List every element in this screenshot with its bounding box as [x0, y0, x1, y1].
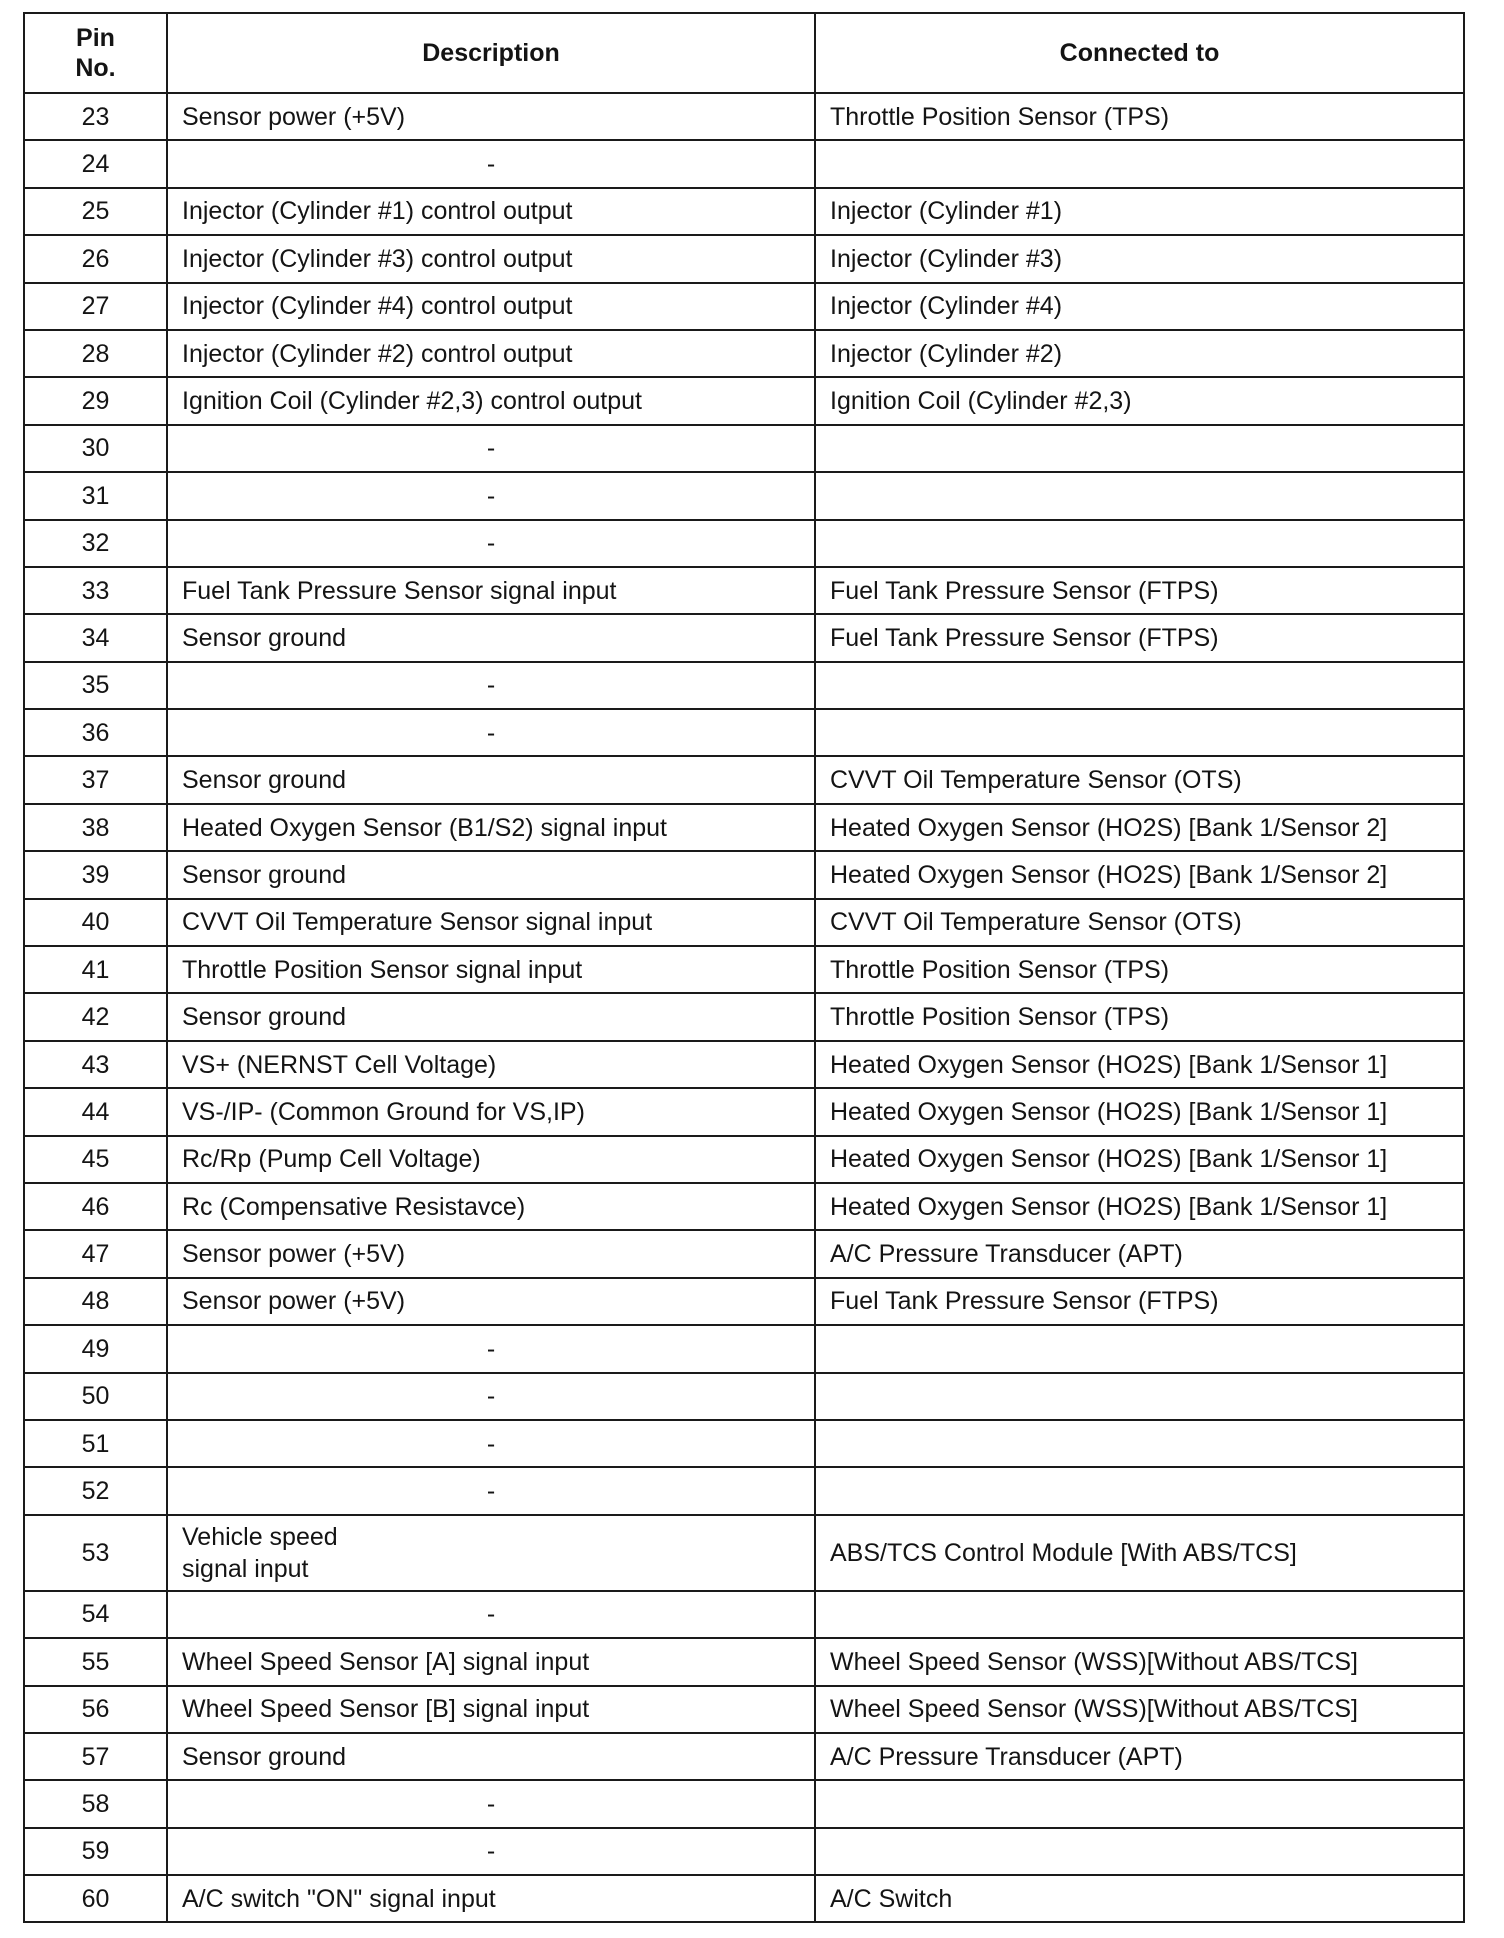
connected-to-cell: Injector (Cylinder #3)	[815, 235, 1464, 282]
connected-to-cell: A/C Pressure Transducer (APT)	[815, 1230, 1464, 1277]
table-row	[24, 946, 1464, 993]
connected-to-cell: A/C Switch	[815, 1875, 1464, 1922]
pin-number-cell: 34	[24, 614, 167, 661]
table-row	[24, 662, 1464, 709]
connected-to-cell: Wheel Speed Sensor (WSS)[Without ABS/TCS]	[815, 1686, 1464, 1733]
connected-to-cell: Throttle Position Sensor (TPS)	[815, 946, 1464, 993]
description-cell: -	[167, 520, 815, 567]
pin-number-cell: 23	[24, 93, 167, 140]
pin-number-cell: 40	[24, 899, 167, 946]
pin-number-cell: 49	[24, 1325, 167, 1372]
connected-to-cell: Injector (Cylinder #1)	[815, 188, 1464, 235]
table-row	[24, 1373, 1464, 1420]
connected-to-cell	[815, 709, 1464, 756]
table-row	[24, 1686, 1464, 1733]
table-row	[24, 709, 1464, 756]
description-cell: Sensor power (+5V)	[167, 93, 815, 140]
connected-to-cell: Injector (Cylinder #2)	[815, 330, 1464, 377]
table-header	[24, 13, 1464, 93]
pin-number-cell: 45	[24, 1136, 167, 1183]
table-row	[24, 1875, 1464, 1922]
description-cell: -	[167, 1467, 815, 1514]
connected-to-cell	[815, 1591, 1464, 1638]
connected-to-cell: CVVT Oil Temperature Sensor (OTS)	[815, 899, 1464, 946]
header-row	[24, 13, 1464, 93]
pin-number-cell: 58	[24, 1780, 167, 1827]
header-pin-no-label: Pin No.	[75, 24, 116, 82]
table-row	[24, 425, 1464, 472]
description-cell: A/C switch "ON" signal input	[167, 1875, 815, 1922]
pin-number-cell: 42	[24, 993, 167, 1040]
description-cell: Injector (Cylinder #3) control output	[167, 235, 815, 282]
connected-to-cell: A/C Pressure Transducer (APT)	[815, 1733, 1464, 1780]
connected-to-cell	[815, 1828, 1464, 1875]
pin-number-cell: 35	[24, 662, 167, 709]
pin-number-cell: 27	[24, 283, 167, 330]
pin-number-cell: 25	[24, 188, 167, 235]
table-row	[24, 93, 1464, 140]
pin-number-cell: 44	[24, 1088, 167, 1135]
table-row	[24, 1780, 1464, 1827]
description-cell: Ignition Coil (Cylinder #2,3) control output	[167, 377, 815, 424]
description-cell: -	[167, 140, 815, 187]
description-cell: -	[167, 662, 815, 709]
pin-number-cell: 38	[24, 804, 167, 851]
table-row	[24, 1041, 1464, 1088]
description-cell: Sensor ground	[167, 756, 815, 803]
connected-to-cell	[815, 472, 1464, 519]
description-cell: Injector (Cylinder #4) control output	[167, 283, 815, 330]
pin-number-cell: 57	[24, 1733, 167, 1780]
pin-number-cell: 55	[24, 1638, 167, 1685]
pin-number-cell: 36	[24, 709, 167, 756]
table-row	[24, 1183, 1464, 1230]
header-pin-no	[24, 13, 167, 93]
connected-to-cell	[815, 1325, 1464, 1372]
pin-number-cell: 30	[24, 425, 167, 472]
pin-number-cell: 59	[24, 1828, 167, 1875]
connected-to-cell	[815, 1467, 1464, 1514]
description-cell: VS+ (NERNST Cell Voltage)	[167, 1041, 815, 1088]
description-cell: Wheel Speed Sensor [A] signal input	[167, 1638, 815, 1685]
connected-to-cell: Heated Oxygen Sensor (HO2S) [Bank 1/Sensor 1]	[815, 1041, 1464, 1088]
header-connected-to: Connected to	[815, 13, 1464, 93]
table-row	[24, 1591, 1464, 1638]
table-row	[24, 1088, 1464, 1135]
table-row	[24, 567, 1464, 614]
pin-number-cell: 47	[24, 1230, 167, 1277]
table-row	[24, 1828, 1464, 1875]
pin-number-cell: 52	[24, 1467, 167, 1514]
pin-number-cell: 26	[24, 235, 167, 282]
pin-number-cell: 37	[24, 756, 167, 803]
connected-to-cell	[815, 662, 1464, 709]
table-row	[24, 1278, 1464, 1325]
description-cell: -	[167, 1828, 815, 1875]
pin-number-cell: 46	[24, 1183, 167, 1230]
table-row	[24, 899, 1464, 946]
table-row	[24, 1325, 1464, 1372]
description-cell: Fuel Tank Pressure Sensor signal input	[167, 567, 815, 614]
description-cell: -	[167, 1420, 815, 1467]
description-cell: Sensor ground	[167, 614, 815, 661]
table-row	[24, 756, 1464, 803]
description-cell: Injector (Cylinder #1) control output	[167, 188, 815, 235]
pin-number-cell: 33	[24, 567, 167, 614]
description-cell: Sensor power (+5V)	[167, 1278, 815, 1325]
connected-to-cell: Wheel Speed Sensor (WSS)[Without ABS/TCS]	[815, 1638, 1464, 1685]
table-row	[24, 804, 1464, 851]
description-cell: -	[167, 1780, 815, 1827]
pin-number-cell: 31	[24, 472, 167, 519]
pin-number-cell: 56	[24, 1686, 167, 1733]
table-row	[24, 472, 1464, 519]
description-cell: -	[167, 709, 815, 756]
table-row	[24, 140, 1464, 187]
description-cell: Sensor power (+5V)	[167, 1230, 815, 1277]
table-row	[24, 1420, 1464, 1467]
pin-number-cell: 50	[24, 1373, 167, 1420]
description-cell: -	[167, 425, 815, 472]
description-cell: Sensor ground	[167, 993, 815, 1040]
description-cell: Throttle Position Sensor signal input	[167, 946, 815, 993]
description-cell: CVVT Oil Temperature Sensor signal input	[167, 899, 815, 946]
table-row	[24, 330, 1464, 377]
pin-assignment-table	[23, 12, 1465, 1923]
table-row	[24, 614, 1464, 661]
connected-to-cell: Fuel Tank Pressure Sensor (FTPS)	[815, 614, 1464, 661]
table-row	[24, 1638, 1464, 1685]
connected-to-cell: ABS/TCS Control Module [With ABS/TCS]	[815, 1515, 1464, 1591]
connected-to-cell: Fuel Tank Pressure Sensor (FTPS)	[815, 567, 1464, 614]
table-row	[24, 188, 1464, 235]
pin-number-cell: 24	[24, 140, 167, 187]
table-row	[24, 1467, 1464, 1514]
table-row	[24, 851, 1464, 898]
connected-to-cell: Fuel Tank Pressure Sensor (FTPS)	[815, 1278, 1464, 1325]
connected-to-cell: Throttle Position Sensor (TPS)	[815, 93, 1464, 140]
description-cell: -	[167, 472, 815, 519]
description-cell: Injector (Cylinder #2) control output	[167, 330, 815, 377]
pin-number-cell: 53	[24, 1515, 167, 1591]
description-cell: Heated Oxygen Sensor (B1/S2) signal input	[167, 804, 815, 851]
connected-to-cell	[815, 425, 1464, 472]
pin-number-cell: 28	[24, 330, 167, 377]
table-row	[24, 1515, 1464, 1591]
description-cell: Sensor ground	[167, 851, 815, 898]
description-cell: Rc/Rp (Pump Cell Voltage)	[167, 1136, 815, 1183]
connected-to-cell: Ignition Coil (Cylinder #2,3)	[815, 377, 1464, 424]
description-cell: -	[167, 1373, 815, 1420]
table-row	[24, 1136, 1464, 1183]
pin-table-sheet	[23, 12, 1463, 1923]
description-cell: Wheel Speed Sensor [B] signal input	[167, 1686, 815, 1733]
table-row	[24, 1733, 1464, 1780]
connected-to-cell: Throttle Position Sensor (TPS)	[815, 993, 1464, 1040]
description-cell: -	[167, 1591, 815, 1638]
description-line-1: Vehicle speed	[182, 1522, 338, 1551]
pin-number-cell: 29	[24, 377, 167, 424]
connected-to-cell	[815, 140, 1464, 187]
connected-to-cell	[815, 1420, 1464, 1467]
connected-to-cell	[815, 520, 1464, 567]
connected-to-cell: Heated Oxygen Sensor (HO2S) [Bank 1/Sensor 2]	[815, 851, 1464, 898]
pin-number-cell: 60	[24, 1875, 167, 1922]
table-row	[24, 377, 1464, 424]
table-body	[24, 93, 1464, 1922]
pin-number-cell: 39	[24, 851, 167, 898]
table-row	[24, 235, 1464, 282]
pin-number-cell: 54	[24, 1591, 167, 1638]
connected-to-cell	[815, 1780, 1464, 1827]
description-cell: Sensor ground	[167, 1733, 815, 1780]
description-cell	[167, 1515, 815, 1591]
pin-number-cell: 41	[24, 946, 167, 993]
pin-number-cell: 48	[24, 1278, 167, 1325]
description-line-2: signal input	[182, 1554, 309, 1583]
connected-to-cell: CVVT Oil Temperature Sensor (OTS)	[815, 756, 1464, 803]
pin-number-cell: 43	[24, 1041, 167, 1088]
connected-to-cell: Heated Oxygen Sensor (HO2S) [Bank 1/Sensor 1]	[815, 1088, 1464, 1135]
pin-number-cell: 32	[24, 520, 167, 567]
connected-to-cell: Heated Oxygen Sensor (HO2S) [Bank 1/Sensor 1]	[815, 1183, 1464, 1230]
pin-number-cell: 51	[24, 1420, 167, 1467]
table-row	[24, 1230, 1464, 1277]
description-cell: VS-/IP- (Common Ground for VS,IP)	[167, 1088, 815, 1135]
header-description: Description	[167, 13, 815, 93]
connected-to-cell: Heated Oxygen Sensor (HO2S) [Bank 1/Sensor 2]	[815, 804, 1464, 851]
table-row	[24, 520, 1464, 567]
connected-to-cell: Injector (Cylinder #4)	[815, 283, 1464, 330]
table-row	[24, 993, 1464, 1040]
table-row	[24, 283, 1464, 330]
connected-to-cell	[815, 1373, 1464, 1420]
description-cell: Rc (Compensative Resistavce)	[167, 1183, 815, 1230]
description-cell: -	[167, 1325, 815, 1372]
connected-to-cell: Heated Oxygen Sensor (HO2S) [Bank 1/Sensor 1]	[815, 1136, 1464, 1183]
